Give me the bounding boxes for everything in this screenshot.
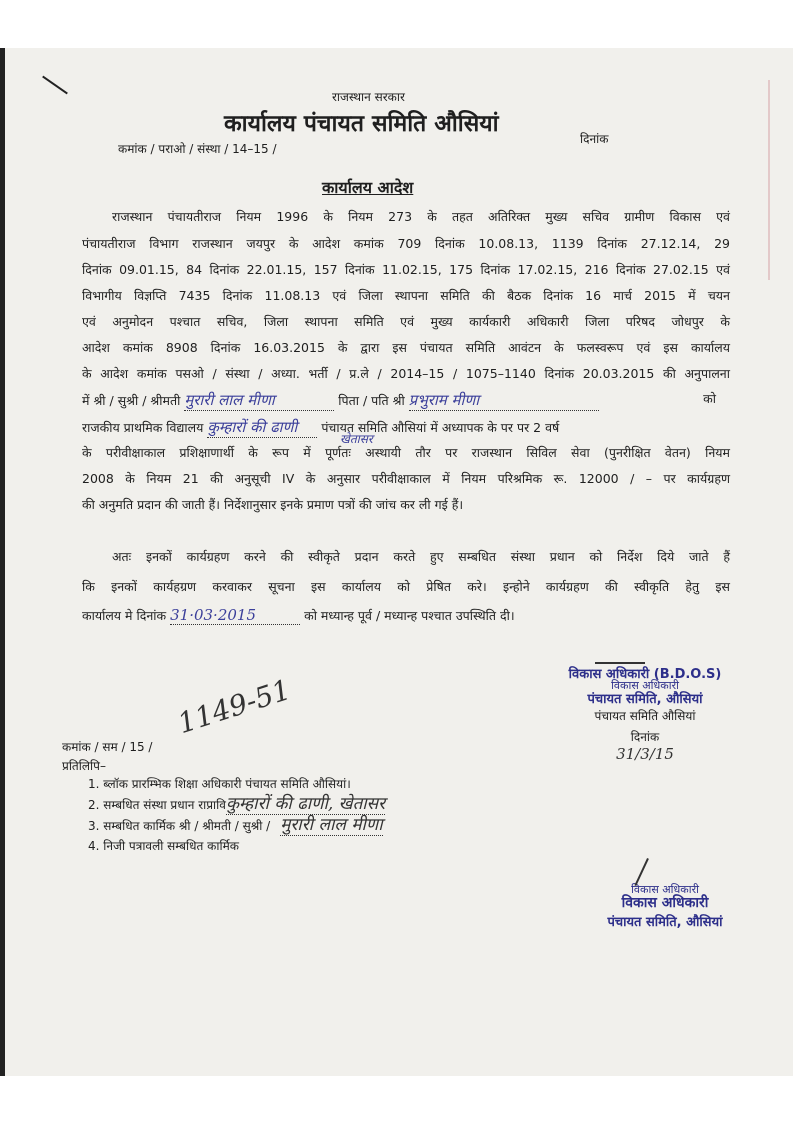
father-label: पिता / पति श्री (338, 393, 405, 408)
copy-item (88, 794, 385, 815)
paragraph-line: 2008 के नियम 21 की अनुसूची IV के अनुसार परीवीक्षाकाल में नियम परिश्रमिक रू. 12000 / – पर कार्यग्रहण (82, 471, 730, 486)
appointee-name: मुरारी लाल मीणा (184, 390, 334, 411)
copy-item (88, 836, 385, 856)
margin-mark (768, 80, 770, 280)
item-handwritten: मुरारी लाल मीणा (280, 815, 383, 835)
school-line (82, 417, 559, 438)
copy-list (88, 774, 385, 856)
paragraph-line: विभागीय विज्ञप्ति 7435 दिनांक 11.08.13 एवं जिला स्थापना समिति की बैठक दिनांक 16 मार्च 2015 में चयन (82, 288, 730, 303)
paragraph-line: आदेश कमांक 8908 दिनांक 16.03.2015 के द्वारा इस पंचायत समिति आवंटन के फलस्वरूप एवं इस कार्यालय (82, 340, 730, 355)
school-suffix: पंचायत समिति औसियां में अध्यापक के पर पर 2 वर्ष (321, 420, 560, 435)
item-number: 4. (88, 839, 100, 853)
paragraph-line: के आदेश कमांक पसओ / संस्था / अध्या. भर्ती / प्र.ले / 2014–15 / 1075–1140 दिनांक 20.03.2015 की अनुपालना (82, 366, 730, 381)
ref-number: कमांक / पराओ / संस्था / 14–15 / (118, 142, 277, 156)
copy-item (88, 774, 385, 794)
officer-title: विकास अधिकारी (621, 895, 709, 911)
paragraph-line: कि इनकों कार्यहग्रण करवाकर सूचना इस कार्यालय को प्रेषित करे। इन्होने कार्यग्रहण की स्वीकृति हेतु इस (82, 579, 730, 594)
paragraph-line: एवं अनुमोदन पश्चात सचिव, जिला स्थापना समिति एवं मुख्य कार्यकारी अधिकारी जिला परिषद जोधपुर के (82, 314, 730, 329)
school-village: खेतासर (340, 432, 373, 446)
office-title: कार्यालय पंचायत समिति औसियां (224, 111, 499, 137)
officer-org: पंचायत समिति, औसियां (587, 692, 703, 707)
paragraph-line: दिनांक 09.01.15, 84 दिनांक 22.01.15, 157 दिनांक 11.02.15, 175 दिनांक 17.02.15, 216 दिनांक 27.02.15 एवं (82, 262, 730, 277)
school-prefix: राजकीय प्राथमिक विद्यालय (82, 420, 204, 435)
father-name: प्रभुराम मीणा (409, 390, 599, 411)
sign-date-label: दिनांक (630, 730, 660, 744)
officer-org-print: पंचायत समिति औसियां (594, 709, 696, 723)
paragraph-line: पंचायतीराज विभाग राजस्थान जयपुर के आदेश कमांक 709 दिनांक 10.08.13, 1139 दिनांक 27.12.14, 29 (82, 236, 730, 251)
copy-label: प्रतिलिपि– (62, 759, 106, 773)
officer-org: पंचायत समिति, औसियां (607, 915, 723, 930)
joining-suffix: को मध्यान्ह पूर्व / मध्यान्ह पश्चात उपस्थिति दी। (304, 608, 515, 623)
signature-scribble (595, 648, 645, 664)
date-label: दिनांक (580, 132, 609, 146)
joining-line (82, 606, 515, 625)
joining-prefix: कार्यालय मे दिनांक (82, 608, 167, 623)
item-number: 3. (88, 819, 100, 833)
item-text: सम्बधित कार्मिक श्री / श्रीमती / सुश्री / (103, 819, 271, 833)
joining-date: 31·03·2015 (170, 606, 300, 625)
copy-ref: कमांक / सम / 15 / (62, 740, 153, 754)
sign-date: 31/3/15 (616, 745, 674, 763)
scan-edge (0, 48, 5, 1076)
paragraph-line: अतः इनकों कार्यग्रहण करने की स्वीकृते प्रदान करते हुए सम्बधित संस्था प्रधान को निर्देश दिये जाते हैं (112, 549, 730, 564)
item-number: 1. (88, 777, 100, 791)
copy-ref-handwritten: 1149-51 (173, 672, 295, 741)
officer-title: विकास अधिकारी (B.D.O.S) (568, 667, 722, 682)
paragraph-line: की अनुमति प्रदान की जाती हैं। निर्देशानुसार इनके प्रमाण पत्रों की जांच कर ली गई हैं। (82, 497, 464, 512)
signature-block-2 (580, 860, 750, 930)
paragraph-line: राजस्थान पंचायतीराज नियम 1996 के नियम 273 के तहत अतिरिक्त मुख्य सचिव ग्रामीण विकास एवं (112, 209, 730, 224)
government-header: राजस्थान सरकार (332, 90, 405, 104)
officer-stamp: विकास अधिकारी (631, 883, 699, 896)
paragraph-line: के परीवीक्षाकाल प्रशिक्षाणार्थी के रूप में पूर्णतः अस्थायी तौर पर राजस्थान सिविल सेवा (पुनरीक्षित वेतन) नियम (82, 445, 730, 460)
copy-item (88, 815, 385, 836)
appointee-line (82, 390, 730, 411)
title-prefix: में श्री / सुश्री / श्रीमती (82, 393, 181, 408)
item-handwritten: कुम्हारों की ढाणी, खेतासर (225, 794, 386, 814)
item-text: सम्बधित संस्था प्रधान राप्रावि (103, 798, 226, 812)
item-text: निजी पत्रावली सम्बधित कार्मिक (103, 839, 239, 853)
line-suffix: को (703, 391, 716, 406)
signature-block (555, 648, 735, 763)
item-number: 2. (88, 798, 100, 812)
item-text: ब्लॉक प्रारम्भिक शिक्षा अधिकारी पंचायत समिति औसियां। (103, 777, 351, 791)
school-name: कुम्हारों की ढाणी (207, 417, 317, 438)
order-title: कार्यालय आदेश (322, 178, 414, 197)
officer-stamp: विकास अधिकारी (611, 679, 679, 692)
